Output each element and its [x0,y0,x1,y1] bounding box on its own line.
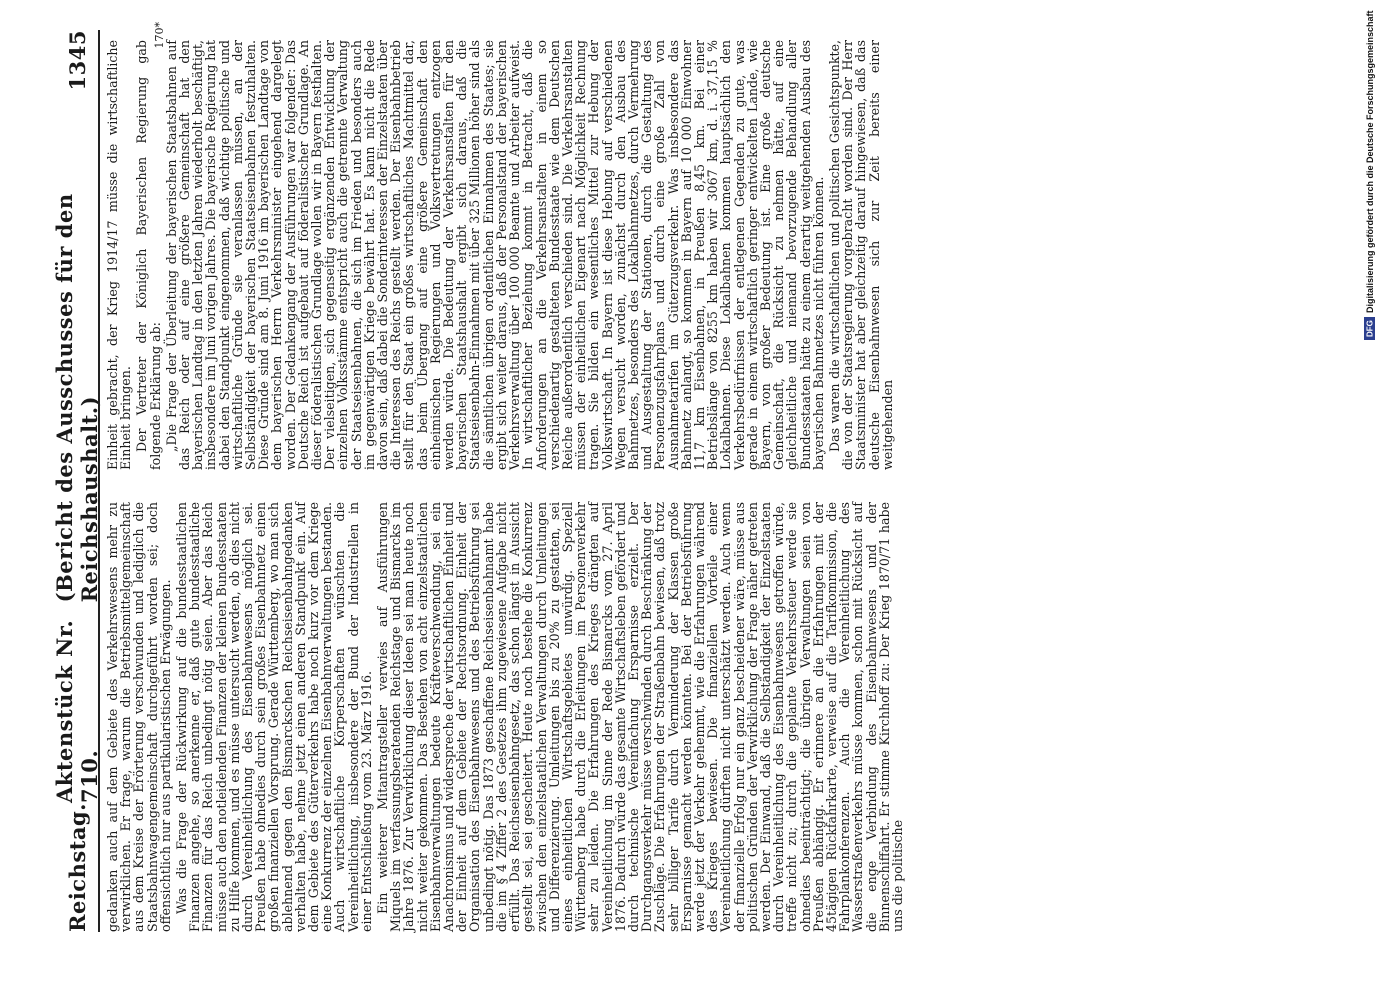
paragraph: Einheit gebracht, der Krieg 1914/17 müsse die wirtschaftliche Einheit bringen. [105,40,134,470]
document-number: Aktenstück Nr. 710. [52,619,102,804]
signature-mark: 170* [153,22,166,49]
left-column [106,502,907,932]
scanned-page [50,0,1350,1000]
dfg-credit-text: Digitalisierung gefördert durch die Deutsche Forschungsgemeinschaft [1365,10,1375,314]
paragraph: „Die Frage der Überleitung der bayerischen Staatsbahnen auf das Reich oder auf eine größere Gemeinschaft hat den bayerischen Landtag in den letzten Jahren wiederholt beschäftigt, insbesondere im Juni vorigen Jahres. Die bayerische Regierung hat dabei den Standpunkt eingenommen, daß wichtige politische und wirtschaftliche Gründe sie veranlassen müssen, an der Selbständigkeit der bayerischen Staatseisenbahnen festzuhalten. Diese Gründe sind am 8. Juni 1916 im bayerischen Landtage von dem bayerischen Herrn Verkehrsminister eingehend dargelegt worden. Der Gedankengang der Ausführungen war folgender: Das Deutsche Reich ist aufgebaut auf föderalistischer Grundlage. An dieser föderalistischen Grundlage wollen wir in Bayern festhalten. Der vielseitigen, sich gegenseitig ergänzenden Entwicklung der einzelnen Volksstämme entspricht auch die getrennte Verwaltung der Staatseisenbahnen, die sich im Frieden und besonders auch im gegenwärtigen Kriege bewährt hat. Es kann nicht die Rede davon sein, daß dabei die Sonderinteressen der Einzelstaaten über die Interessen des Reichs gestellt werden. Der Eisenbahnbetrieb stellt für den Staat ein großes wirtschaftliches Machtmittel dar, das beim Übergang auf eine größere Gemeinschaft den einheimischen Regierungen und Volksvertretungen entzogen werden würde. Die Bedeutung der Verkehrsanstalten für den bayerischen Staatshaushalt ergibt sich daraus, daß die Staatseisenbahn-Einnahmen mit über 325 Millionen höher sind als die sämtlichen übrigen ordentlichen Einnahmen des Staates; sie ergibt sich weiter daraus, daß der Personalstand der bayerischen Verkehrsverwaltung über 100 000 Beamte und Arbeiter aufweist. In wirtschaftlicher Beziehung kommt in Betracht, daß die Anforderungen an die Verkehrsanstalten in einem so verschiedenartig gestalteten Bundesstaate wie dem Deutschen Reiche außerordentlich verschieden sind. Die Verkehrsanstalten müssen der einheitlichen Eigenart nach Möglichkeit Rechnung tragen. Sie bilden ein wesentliches Mittel zur Hebung der Volkswirtschaft. In Bayern ist diese Hebung auf verschiedenen Wegen versucht worden, zunächst durch den Ausbau des Bahnnetzes, besonders des Lokalbahnnetzes, durch Vermehrung und Ausgestaltung der Stationen, durch die Gestaltung des Personenzugsfahrplans und durch eine große Zahl von Ausnahmetarifen im Güterzugsverkehr. Was insbesondere das Bahnnetz anlangt, so kommen in Bayern auf 10 000 Einwohner 11,7 km Eisenbahnen, in Preußen 8,45 km. Bei einer Betriebslänge von 8255 km haben wir 3067 km, d. i. 37,15 % Lokalbahnen. Diese Lokalbahnen kommen hauptsächlich den Verkehrsbedürfnissen der entlegenen Gegenden zu gute, was gerade in einem wirtschaftlich geringer entwickelten Lande, wie Bayern, von großer Bedeutung ist. Eine große deutsche Gemeinschaft, die Rücksicht zu nehmen hätte, auf eine gleichheitliche und niemand bevorzugende Behandlung aller Bundesstaaten hätte zu einem derartig weitgehenden Ausbau des bayerischen Bahnnetzes nicht führen können. [163,40,826,470]
header-title: (Bericht des Ausschusses für den Reichshaushalt.) [52,193,102,603]
running-header [52,30,102,932]
paragraph: Ein weiterer Mitantragsteller verwies auf Ausführungen Miquels im verfassungsberatenden Reichstage und Bismarcks im Jahre 1876. Zur Verwirklichung dieser Ideen sei man heute noch nicht weiter gekommen. Das Bestehen von acht einzelstaatlichen Eisenbahnverwaltungen bedeute Kräfteverschwendung, sei ein Anachronismus und widerspreche der wirtschaftlichen Einheit und der Einheit auf dem Gebiete der Rechtsordnung. Einheit der Organisation des Eisenbahnwesens und des Betriebsführung sei unbedingt nötig. Das 1873 geschaffene Reichseisenbahnamt habe die im § 4 Ziffer 2 des Gesetzes ihm zugewiesene Aufgabe nicht erfüllt. Das Reichseisenbahngesetz, das schon längst in Aussicht gestellt sei, sei gescheitert. Heute noch bestehe die Konkurrenz zwischen den einzelstaatlichen Verwaltungen durch Umleitungen und Differenzierung. Umleitungen bis zu 20% zu gestatten, sei eines einheitlichen Wirtschaftsgebietes unwürdig. Speziell Württemberg habe durch die Erleitungen im Personenverkehr sehr zu leiden. Die Erfahrungen des Krieges drängten auf Vereinheitlichung im Sinne der Rede Bismarcks vom 27. April 1876. Dadurch würde das gesamte Wirtschaftsleben gefördert und durch technische Vereinfachung Ersparnisse erzielt. Der Durchgangsverkehr müsse verschwinden durch Beschränkung der Zuschläge. Die Erfahrungen der Straßenbahn bewiesen, daß trotz sehr billiger Tarife durch Verminderung der Klassen große Ersparnisse gemacht werden könnten. Bei der Betriebsführung werde jetzt der Verkehr gehemmt, wie die Erfahrungen während des Krieges bewiesen. Die finanziellen Vorteile einer Vereinheitlichung dürften nicht unterschätzt werden. Auch wenn der finanzielle Erfolg nur ein ganz bescheidener wäre, müsse aus politischen Gründen der Verwirklichung der Frage näher getreten werden. Der Einwand, daß die Selbständigkeit der Einzelstaaten durch Vereinheitlichung des Eisenbahnwesens getroffen würde, treffe nicht zu; durch die geplante Verkehrssteuer werde sie ohnedies beeinträchtigt; die übrigen Verwaltungen seien von Preußen abhängig. Er erinnere an die Erfahrungen mit der 45tägigen Rückfahrkarte, verweise auf die Tarifkommission, die Fahrplankonferenzen. Auch die Vereinheitlichung des Wasserstraßenverkehrs müsse kommen, schon mit Rücksicht auf die enge Verbindung des Eisenbahnwesens und der Binnenschiffahrt. Er stimme Kirchhoff zu: Der Krieg 1870/71 habe uns die politische [375,502,905,932]
paragraph: Das waren die wirtschaftlichen und politischen Gesichtspunkte, die von der Staatsregierung vorgebracht worden sind. Der Herr Staatsminister hat aber gleichzeitig darauf hingewiesen, daß das deutsche Eisenbahnwesen sich zur Zeit bereits einer weitgehenden [826,40,895,470]
header-rule [98,30,100,932]
page-number: 1345 [64,30,90,91]
dfg-logo: DFG [1365,317,1376,340]
header-left: Reichstag. [64,803,90,932]
right-column [106,40,897,470]
paragraph: Was die Frage der Rückwirkung auf die bundesstaatlichen Finanzen angehe, so anerkenne er, daß gute bundesstaatliche Finanzen für das Reich unbedingt nötig seien. Aber das Reich müsse auch den notleidenden Finanzen der kleinen Bundesstaaten zu Hilfe kommen, und es müsse untersucht werden, ob dies nicht durch Vereinheitlichung des Eisenbahnwesens möglich sei. Preußen habe ohnedies durch sein großes Eisenbahnnetz einen großen finanziellen Vorsprung. Gerade Württemberg, wo man sich ablehnend gegen den Bismarckschen Reichseisenbahngedanken verhalten habe, nehme jetzt einen anderen Standpunkt ein. Auf dem Gebiete des Güterverkehrs habe noch kurz vor dem Kriege eine Konkurrenz der einzelnen Eisenbahnverwaltungen bestanden. Auch wirtschaftliche Körperschaften wünschten die Vereinheitlichung, insbesondere der Bund der Industriellen in einer Entschließung vom 23. März 1916. [174,502,374,932]
paragraph: gedanken auch auf dem Gebiete des Verkehrswesens mehr zu verwirklichen. Er frage, warum die Betriebsmittelgemeinschaft aus dem Kreise der Erörterung verschwunden und lediglich die Staatsbahnwagengemeinschaft durchgeführt worden sei; doch offensichtlich nur aus partikularistischen Erwägungen. [105,502,173,932]
dfg-credit-strip [1362,10,1378,340]
paragraph: Der Vertreter der Königlich Bayerischen Regierung gab folgende Erklärung ab: [134,40,163,470]
